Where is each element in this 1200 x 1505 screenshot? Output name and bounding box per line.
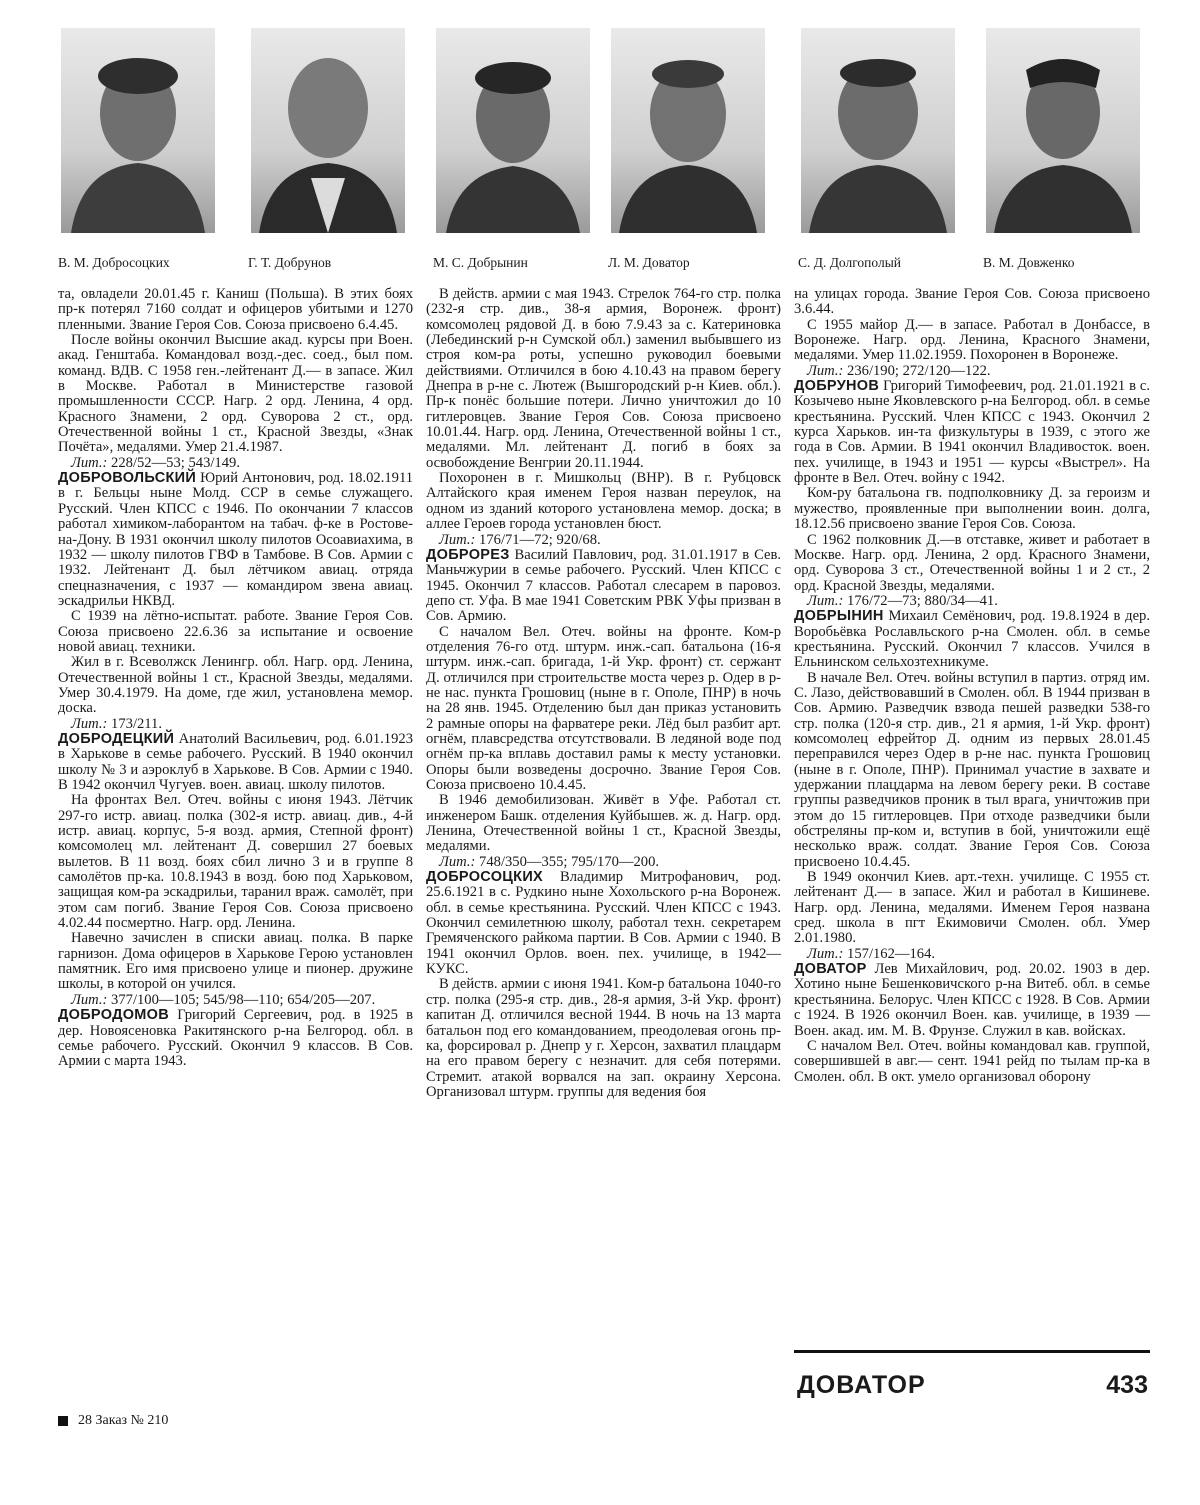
lit-value: 377/100—105; 545/98—110; 654/205—207. bbox=[107, 991, 376, 1008]
lit-label: Лит.: bbox=[71, 715, 108, 732]
entry-headword: ДОБРОРЕЗ bbox=[426, 546, 510, 563]
paragraph: С началом Вел. Отеч. войны командовал кав. группой, совершившей в авг.— сент. 1941 рейд по тылам пр-ка в Смолен. обл. В окт. умело организовал оборону bbox=[794, 1037, 1150, 1085]
text-column-1 bbox=[58, 287, 413, 1070]
entry-text: Анатолий Васильевич, род. 6.01.1923 в Харькове в семье рабочего. Русский. В 1940 окончил школу № 3 и аэроклуб в Харькове. В Сов. Армии с 1940. В 1942 окончил Чугуев. воен. авиац. школу пилотов. bbox=[58, 730, 413, 793]
portrait-photo bbox=[801, 28, 955, 233]
entry-text: Григорий Тимофеевич, род. 21.01.1921 в с. Козычево ныне Яковлевского р-на Белгород. обл. в семье крестьянина. Русский. Член КПСС с 1943. Окончил 2 курса Харьков. ин-та физкультуры в 1939, с этого же года в Сов. Армии. В 1941 окончил Владивосток. воен. пех. училище, в 1943 и 1951 — курсы «Выстрел». На фронте в Вел. Отеч. войну с 1942. bbox=[794, 378, 1150, 487]
literature-ref bbox=[426, 855, 781, 870]
paragraph: на улицах города. Звание Героя Сов. Союза присвоено 3.6.44. bbox=[794, 286, 1150, 318]
portrait-cell bbox=[983, 28, 1143, 271]
paragraph: В начале Вел. Отеч. войны вступил в партиз. отряд им. С. Лазо, действовавший в Смолен. обл. В 1944 призван в Сов. Армию. Разведчик взвода пешей разведки 538-го стр. полка (120-я стр. див., 21 я армия, 1-й Укр. фронт) комсомолец ефрейтор Д. одним из первых 28.01.45 переправился через Одер в р-не нас. пункта Грошовиц (ныне в г. Ополе, ПНР). Принимал участие в захвате и удержании плацдарма на левом берегу реки. В составе группы разведчиков проник в тыл врага, уничтожив при этом до 15 гитлеровцев. При отходе разведчики были обстреляны пр-ком и, вступив в бой, уничтожили ещё несколько враж. солдат. Звание Героя Сов. Союза присвоено 10.4.45. bbox=[794, 669, 1150, 870]
portrait-caption: С. Д. Долгополый bbox=[798, 255, 902, 270]
entry bbox=[426, 870, 781, 977]
entry-headword: ДОБРЫНИН bbox=[794, 608, 884, 625]
lit-label: Лит.: bbox=[807, 592, 844, 609]
paragraph: В действ. армии с июня 1941. Ком-р батальона 1040-го стр. полка (295-я стр. див., 28-я армия, 3-й Укр. фронт) капитан Д. отличился весной 1944. В ночь на 13 марта батальон под его командованием, преодолевая огонь пр-ка, форсировал р. Днепр у г. Херсон, захватил плацдарм на его правом берегу с незначит. для себя потерями. Стремит. атакой ворвался на зап. окраину Херсона. Организовал штурм. группы для ведения боя bbox=[426, 976, 781, 1100]
paragraph: В 1949 окончил Киев. арт.-техн. училище. С 1955 ст. лейтенант Д.— в запасе. Жил и работал в Кишиневе. Нагр. орд. Ленина, медалями. Именем Героя названа сред. школа в пгт Екимовичи Смолен. обл. Умер 2.01.1980. bbox=[794, 869, 1150, 947]
literature-ref bbox=[794, 594, 1150, 609]
lit-value: 157/162—164. bbox=[843, 945, 936, 962]
lit-label: Лит.: bbox=[439, 853, 476, 870]
portrait-caption: В. М. Добросоцких bbox=[58, 255, 170, 270]
portrait-photo bbox=[61, 28, 215, 233]
literature-ref bbox=[794, 364, 1150, 379]
lit-value: 176/71—72; 920/68. bbox=[475, 531, 601, 548]
text-column-2 bbox=[426, 287, 781, 1100]
paragraph: В действ. армии с мая 1943. Стрелок 764-го стр. полка (232-я стр. див., 38-я армия, Воронеж. фронт) комсомолец рядовой Д. в бою 7.9.43 за с. Катериновка (Лебединский р-н Сумской обл.) заменил выбывшего из строя ком-ра роты, успешно руководил боевыми действиями. Отличился в бою 4.10.43 на правом берегу Днепра в р-не с. Лютеж (Вышгородский р-н Киев. обл.). Пр-к понёс большие потери. Лично уничтожил до 10 гитлеровцев. Звание Героя Сов. Союза присвоено 10.01.44. Нагр. орд. Ленина, Отечественной войны 1 ст., медалями. Мл. лейтенант Д. погиб в боях за освобождение Венгрии 20.11.1944. bbox=[426, 286, 781, 471]
paragraph: С началом Вел. Отеч. войны на фронте. Ком-р отделения 76-го отд. штурм. инж.-сап. батальона (16-я штурм. инж.-сап. бригада, 1-й Укр. фронт) ст. сержант Д. отличился при строительстве моста через р. Одер в р-не нас. пункта Грошовиц (ныне в г. Ополе, ПНР) в ночь на 28 янв. 1945. Отделению был дан приказ установить 2 рамные опоры на фарватере реки. Лёд был разбит арт. огнём, плавсредства отсутствовали. В ледяной воде под огнём пр-ка вплавь доставил рамы к месту установки. Опоры были возведены досрочно. Звание Героя Сов. Союза присвоено 10.4.45. bbox=[426, 623, 781, 793]
lit-label: Лит.: bbox=[807, 362, 844, 379]
portrait-cell bbox=[248, 28, 408, 271]
portrait-caption: В. М. Довженко bbox=[983, 255, 1075, 270]
lit-label: Лит.: bbox=[807, 945, 844, 962]
entry bbox=[58, 1008, 413, 1069]
square-marker-icon bbox=[58, 1416, 68, 1426]
portrait-caption: Г. Т. Добрунов bbox=[248, 255, 332, 270]
literature-ref bbox=[58, 993, 413, 1008]
running-footer bbox=[794, 1350, 1150, 1401]
running-headword: ДОВАТОР bbox=[797, 1371, 926, 1399]
lit-value: 228/52—53; 543/149. bbox=[107, 454, 240, 471]
portrait-row bbox=[58, 28, 1148, 278]
printer-note: 28 Заказ № 210 bbox=[78, 1413, 169, 1428]
entry bbox=[426, 548, 781, 625]
entry-headword: ДОБРОВОЛЬСКИЙ bbox=[58, 470, 197, 487]
entry-text: Владимир Митрофанович, род. 25.6.1921 в с. Рудкино ныне Хохольского р-на Воронеж. обл. в семье крестьянина. Русский. Член КПСС с 1943. Окончил семилетнюю школу, работал техн. секретарем Гремяченского райкома партии. В Сов. Армии с 1940. В 1941 окончил Орлов. воен. пех. училище, в 1942—КУКС. bbox=[426, 869, 781, 978]
literature-ref bbox=[426, 533, 781, 548]
lit-label: Лит.: bbox=[439, 531, 476, 548]
portrait-photo bbox=[986, 28, 1140, 233]
paragraph: С 1962 полковник Д.—в отставке, живет и работает в Москве. Нагр. орд. Ленина, 2 орд. Красного Знамени, орд. Суворова 3 ст., Отечественной войны 1 и 2 ст., 2 орд. Красной Звезды, медалями. bbox=[794, 531, 1150, 594]
portrait-photo bbox=[436, 28, 590, 233]
paragraph: та, овладели 20.01.45 г. Каниш (Польша). В этих боях пр-к потерял 7160 солдат и офицеров убитыми и 1270 пленными. Звание Героя Сов. Союза присвоено 6.4.45. bbox=[58, 286, 413, 333]
entry-text: Михаил Семёнович, род. 19.8.1924 в дер. Воробьёвка Рославльского р-на Смолен. обл. в семье крестьянина. Русский. Окончил 7 классов. Учился в Ельнинском сельхозтехникуме. bbox=[794, 608, 1150, 671]
entry bbox=[794, 609, 1150, 670]
portrait-caption: М. С. Добрынин bbox=[433, 255, 528, 270]
portrait-caption: Л. М. Доватор bbox=[608, 255, 690, 270]
paragraph: С 1955 майор Д.— в запасе. Работал в Донбассе, в Воронеже. Нагр. орд. Ленина, Красного Знамени, медалями. Умер 11.02.1959. Похоронен в Воронеже. bbox=[794, 316, 1150, 364]
entry-text: Василий Павлович, род. 31.01.1917 в Сев. Маньчжурии в семье рабочего. Русский. Член КПСС с 1945. Окончил 7 классов. Работал слесарем в паровоз. депо ст. Уфа. В мае 1941 Советским РВК Уфы призван в Сов. Армию. bbox=[426, 546, 781, 625]
paragraph: Жил в г. Всеволжск Ленингр. обл. Нагр. орд. Ленина, Отечественной войны 1 ст., Красной Звезды, медалями. Умер 30.4.1979. На доме, где жил, установлена мемор. доска. bbox=[58, 654, 413, 717]
entry-headword: ДОБРОДЕЦКИЙ bbox=[58, 730, 175, 747]
paragraph: Похоронен в г. Мишкольц (ВНР). В г. Рубцовск Алтайского края именем Героя назван переулок, на одном из зданий которого установлена мемор. доска; в аллее Героев города установлен бюст. bbox=[426, 470, 781, 533]
paragraph: Навечно зачислен в списки авиац. полка. В парке гарнизон. Дома офицеров в Харькове Герою установлен памятник. Его имя присвоено улице и пионер. дружине школы, в которой он учился. bbox=[58, 930, 413, 993]
entry-text: Лев Михайлович, род. 20.02. 1903 в дер. Хотино ныне Бешенковичского р-на Витеб. обл. в семье крестьянина. Белорус. Член КПСС с 1928. В Сов. Армии с 1924. В 1926 окончил Воен. кав. училище, в 1939 — Воен. акад. им. М. В. Фрунзе. Служил в кав. войсках. bbox=[794, 961, 1150, 1039]
entry bbox=[794, 379, 1150, 486]
entry-headword: ДОБРОСОЦКИХ bbox=[426, 869, 544, 886]
lit-value: 236/190; 272/120—122. bbox=[843, 362, 991, 379]
paragraph: В 1946 демобилизован. Живёт в Уфе. Работал ст. инженером Башк. отделения Куйбышев. ж. д. Нагр. орд. Ленина, Отечественной войны 1 ст., Красной Звезды, медалями. bbox=[426, 792, 781, 855]
entry-text: Григорий Сергеевич, род. в 1925 в дер. Новоясеновка Ракитянского р-на Белгород. обл. в семье рабочего. Русский. Окончил 9 классов. В Сов. Армии с марта 1943. bbox=[58, 1007, 413, 1070]
printer-footer bbox=[58, 1413, 168, 1429]
entry-headword: ДОБРУНОВ bbox=[794, 378, 880, 395]
paragraph: Ком-ру батальона гв. подполковнику Д. за героизм и мужество, проявленные при выполнении воин. долга, 18.12.56 присвоено звание Героя Сов. Союза. bbox=[794, 485, 1150, 533]
entry-text: Юрий Антонович, род. 18.02.1911 в г. Бельцы ныне Молд. ССР в семье служащего. Русский. Член КПСС с 1946. По окончании 7 классов работал химиком-лаборантом на табач. ф-ке в Ростове-на-Дону. В 1931 окончил школу пилотов Осоавиахима, в 1932 — школу пилотов ГВФ в Тамбове. В Сов. Армии с 1932. Лейтенант Д. был лётчиком авиац. отряда спецназначения, с 1937 — командиром звена авиац. эскадрильи НКВД. bbox=[58, 470, 413, 609]
lit-value: 176/72—73; 880/34—41. bbox=[843, 592, 998, 609]
portrait-photo bbox=[251, 28, 405, 233]
entry-headword: ДОБРОДОМОВ bbox=[58, 1007, 170, 1024]
entry-headword: ДОВАТОР bbox=[794, 961, 867, 978]
page-number: 433 bbox=[1106, 1371, 1148, 1399]
portrait-photo bbox=[611, 28, 765, 233]
paragraph: После войны окончил Высшие акад. курсы при Воен. акад. Генштаба. Командовал возд.-дес. соед., был пом. команд. ВДВ. С 1958 ген.-лейтенант Д.— в запасе. Жил в Москве. Работал в Министерстве газовой промышленности СССР. Нагр. 2 орд. Ленина, 4 орд. Красного Знамени, 2 орд. Суворова 2 ст., орд. Отечественной войны 1 ст., Красной Звезды, «Знак Почёта», медалями. Умер 21.4.1987. bbox=[58, 332, 413, 456]
lit-value: 173/211. bbox=[107, 715, 162, 732]
entry bbox=[58, 471, 413, 609]
entry bbox=[58, 732, 413, 793]
entry bbox=[794, 962, 1150, 1039]
literature-ref bbox=[58, 717, 413, 732]
portrait-cell bbox=[433, 28, 593, 271]
portrait-cell bbox=[798, 28, 958, 271]
paragraph: На фронтах Вел. Отеч. войны с июня 1943. Лётчик 297-го истр. авиац. полка (302-я истр. авиац. див., 4-й истр. авиац. корпус, 5-я возд. армия, Степной фронт) комсомолец мл. лейтенант Д. совершил 27 боевых вылетов. В 11 возд. боях сбил лично 3 и в группе 8 самолётов пр-ка. 10.8.1943 в возд. бою под Харьковом, защищая ком-ра эскадрильи, таранил враж. самолёт, при этом сам погиб. Звание Героя Сов. Союза присвоено 4.02.44 посмертно. Нагр. орд. Ленина. bbox=[58, 792, 413, 932]
literature-ref bbox=[794, 947, 1150, 962]
text-column-3 bbox=[794, 287, 1150, 1085]
lit-label: Лит.: bbox=[71, 991, 108, 1008]
portrait-cell bbox=[58, 28, 218, 271]
portrait-cell bbox=[608, 28, 768, 271]
lit-label: Лит.: bbox=[71, 454, 108, 471]
literature-ref bbox=[58, 456, 413, 471]
paragraph: С 1939 на лётно-испытат. работе. Звание Героя Сов. Союза присвоено 22.6.36 за испытание и освоение новой авиац. техники. bbox=[58, 608, 413, 655]
lit-value: 748/350—355; 795/170—200. bbox=[475, 853, 660, 870]
